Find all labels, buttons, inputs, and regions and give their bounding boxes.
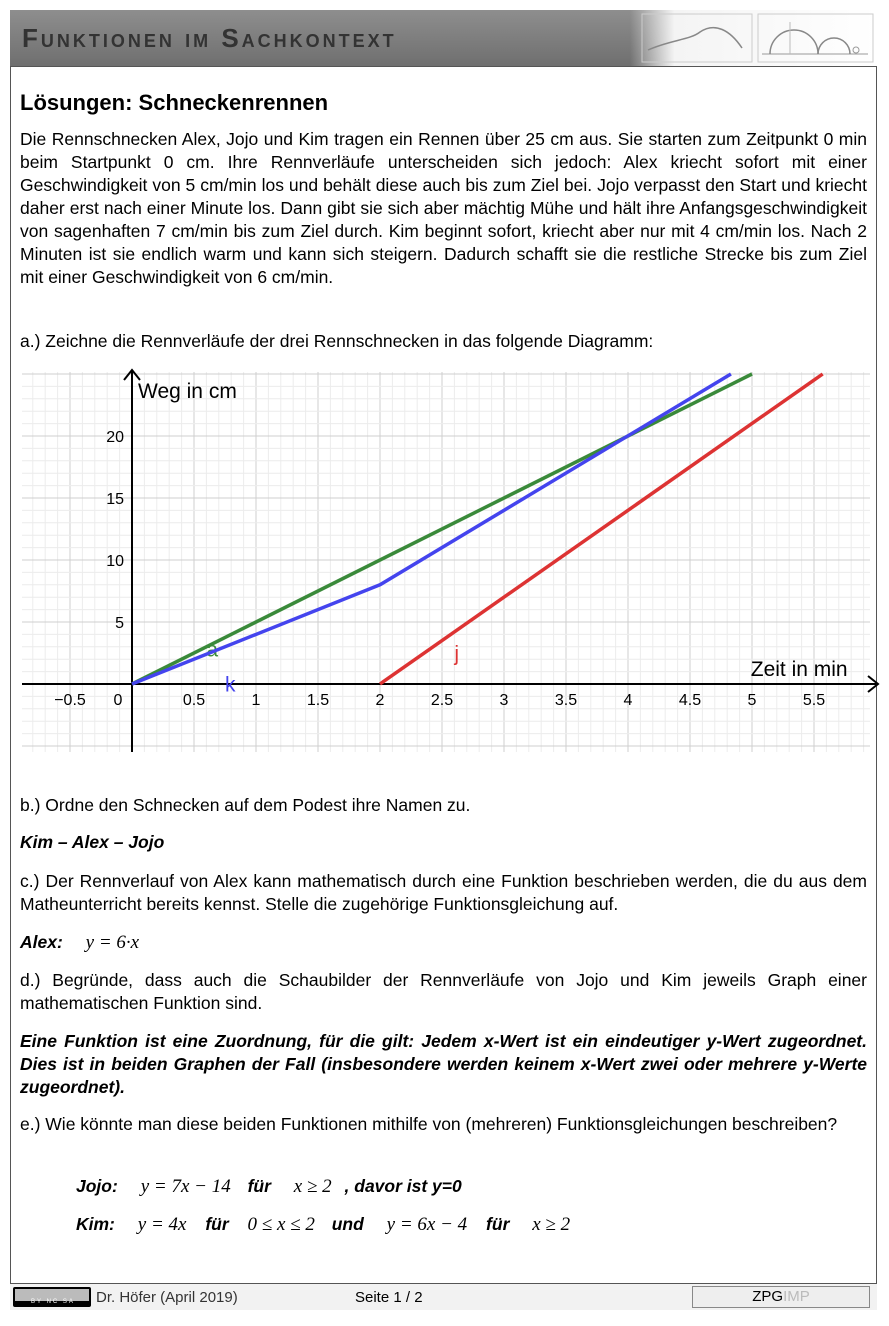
intro-paragraph: Die Rennschnecken Alex, Jojo und Kim tragen ein Rennen über 25 cm aus. Sie starten zum Zeitpunkt 0 min beim Startpunkt 0 cm. Ihre Rennverläufe unterscheiden sich jedoch: Alex kriecht sofort mit einer Geschwindigkeit von 5 cm/min los und behält diese auch bis zum Ziel bei. Jojo verpasst den Start und kriecht daher erst nach einer Minute los. Dann gibt sie sich aber mächtig Mühe und hält ihre Anfangsgeschwindigkeit von sagenhaften 7 cm/min bis zum Ziel durch. Kim beginnt sofort, kriecht aber nur mit 4 cm/min los. Nach 2 Minuten ist sie endlich warm und kann sich steigern. Dadurch schafft sie die restliche Strecke bis zum Ziel mit einer Geschwindigkeit von 6 cm/min. — [20, 129, 867, 287]
task-e-text: e.) Wie könnte man diese beiden Funktionen mithilfe von (mehreren) Funktionsgleichungen beschreiben? — [20, 1114, 838, 1134]
answer-c-equation: y = 6·x — [85, 932, 140, 953]
answer-b: Kim – Alex – Jojo — [20, 832, 165, 852]
kim-und: und — [331, 1214, 364, 1234]
kim-equation-1: y = 4x — [137, 1214, 187, 1235]
page-title: Lösungen: Schneckenrennen — [20, 90, 329, 115]
answer-c-label: Alex: — [20, 932, 63, 952]
kim-condition-1: 0 ≤ x ≤ 2 — [247, 1214, 315, 1235]
y-tick-label: 20 — [106, 429, 124, 446]
jojo-condition: x ≥ 2 — [293, 1176, 332, 1197]
x-tick-label: 3.5 — [554, 692, 578, 709]
brand-imp: IMP — [783, 1288, 810, 1305]
kim-label: Kim: — [76, 1214, 115, 1234]
x-tick-label: 3 — [499, 692, 509, 709]
task-d-text: d.) Begründe, dass auch die Schaubilder der Rennverläufe von Jojo und Kim jeweils Graph einer mathematischen Funktion sind. — [20, 970, 867, 1013]
race-chart — [0, 360, 889, 780]
answer-c — [20, 931, 867, 954]
page-header — [10, 10, 877, 67]
x-tick-label: 2.5 — [430, 692, 454, 709]
y-tick-label: 10 — [106, 553, 124, 570]
task-c-text: c.) Der Rennverlauf von Alex kann mathematisch durch eine Funktion beschrieben werden, die du aus dem Matheunterricht bereits kennst. Stelle die zugehörige Funktionsgleichung auf. — [20, 871, 867, 914]
header-sketch-icon — [630, 10, 877, 66]
x-tick-label: 1.5 — [306, 692, 330, 709]
x-tick-label: 4 — [623, 692, 633, 709]
jojo-label: Jojo: — [76, 1176, 118, 1196]
header-decoration — [630, 10, 877, 66]
x-tick-label: 0 — [113, 692, 123, 709]
answer-e-kim — [76, 1213, 867, 1236]
answer-d: Eine Funktion ist eine Zuordnung, für die gilt: Jedem x-Wert ist ein eindeutiger y-Wert zugeordnet. Dies ist in beiden Graphen der Fall (insbesondere werden keinem x-Wert zwei oder mehrere y-Werte zugeordnet). — [20, 1031, 867, 1097]
kim-fuer-2: für — [486, 1214, 510, 1234]
kim-condition-2: x ≥ 2 — [532, 1214, 571, 1235]
jojo-fuer: für — [247, 1176, 271, 1196]
series-label-a: a — [206, 638, 219, 662]
answer-e-jojo — [76, 1175, 867, 1198]
y-tick-label: 15 — [106, 491, 124, 508]
y-axis-label: Weg in cm — [138, 380, 237, 403]
cc-license-icon — [13, 1287, 91, 1307]
series-line-j — [380, 374, 823, 684]
footer-author: Dr. Höfer (April 2019) — [96, 1289, 238, 1306]
brand-zpg: ZPG — [752, 1288, 784, 1305]
kim-equation-2: y = 6x − 4 — [386, 1214, 468, 1235]
series-label-j: j — [454, 642, 460, 666]
task-b-text: b.) Ordne den Schnecken auf dem Podest ihre Namen zu. — [20, 795, 471, 815]
kim-fuer-1: für — [205, 1214, 229, 1234]
x-axis-label: Zeit in min — [750, 658, 848, 681]
y-tick-label: 5 — [115, 615, 124, 632]
x-tick-label: 1 — [251, 692, 261, 709]
x-tick-label: 5.5 — [802, 692, 826, 709]
footer-page: Seite 1 / 2 — [355, 1289, 423, 1306]
jojo-equation: y = 7x − 14 — [140, 1176, 231, 1197]
x-tick-label: −0.5 — [54, 692, 86, 709]
jojo-extra: , davor ist y=0 — [344, 1176, 462, 1196]
series-label-k: k — [225, 673, 236, 697]
task-a-text: a.) Zeichne die Rennverläufe der drei Rennschnecken in das folgende Diagramm: — [20, 331, 654, 351]
x-tick-label: 4.5 — [678, 692, 702, 709]
x-tick-label: 0.5 — [182, 692, 206, 709]
page-footer — [10, 1283, 877, 1310]
x-tick-label: 5 — [747, 692, 757, 709]
license-text: BY NC SA — [31, 1299, 75, 1305]
x-tick-label: 2 — [375, 692, 385, 709]
zpg-logo — [692, 1286, 870, 1308]
header-title: Funktionen im Sachkontext — [22, 23, 397, 53]
